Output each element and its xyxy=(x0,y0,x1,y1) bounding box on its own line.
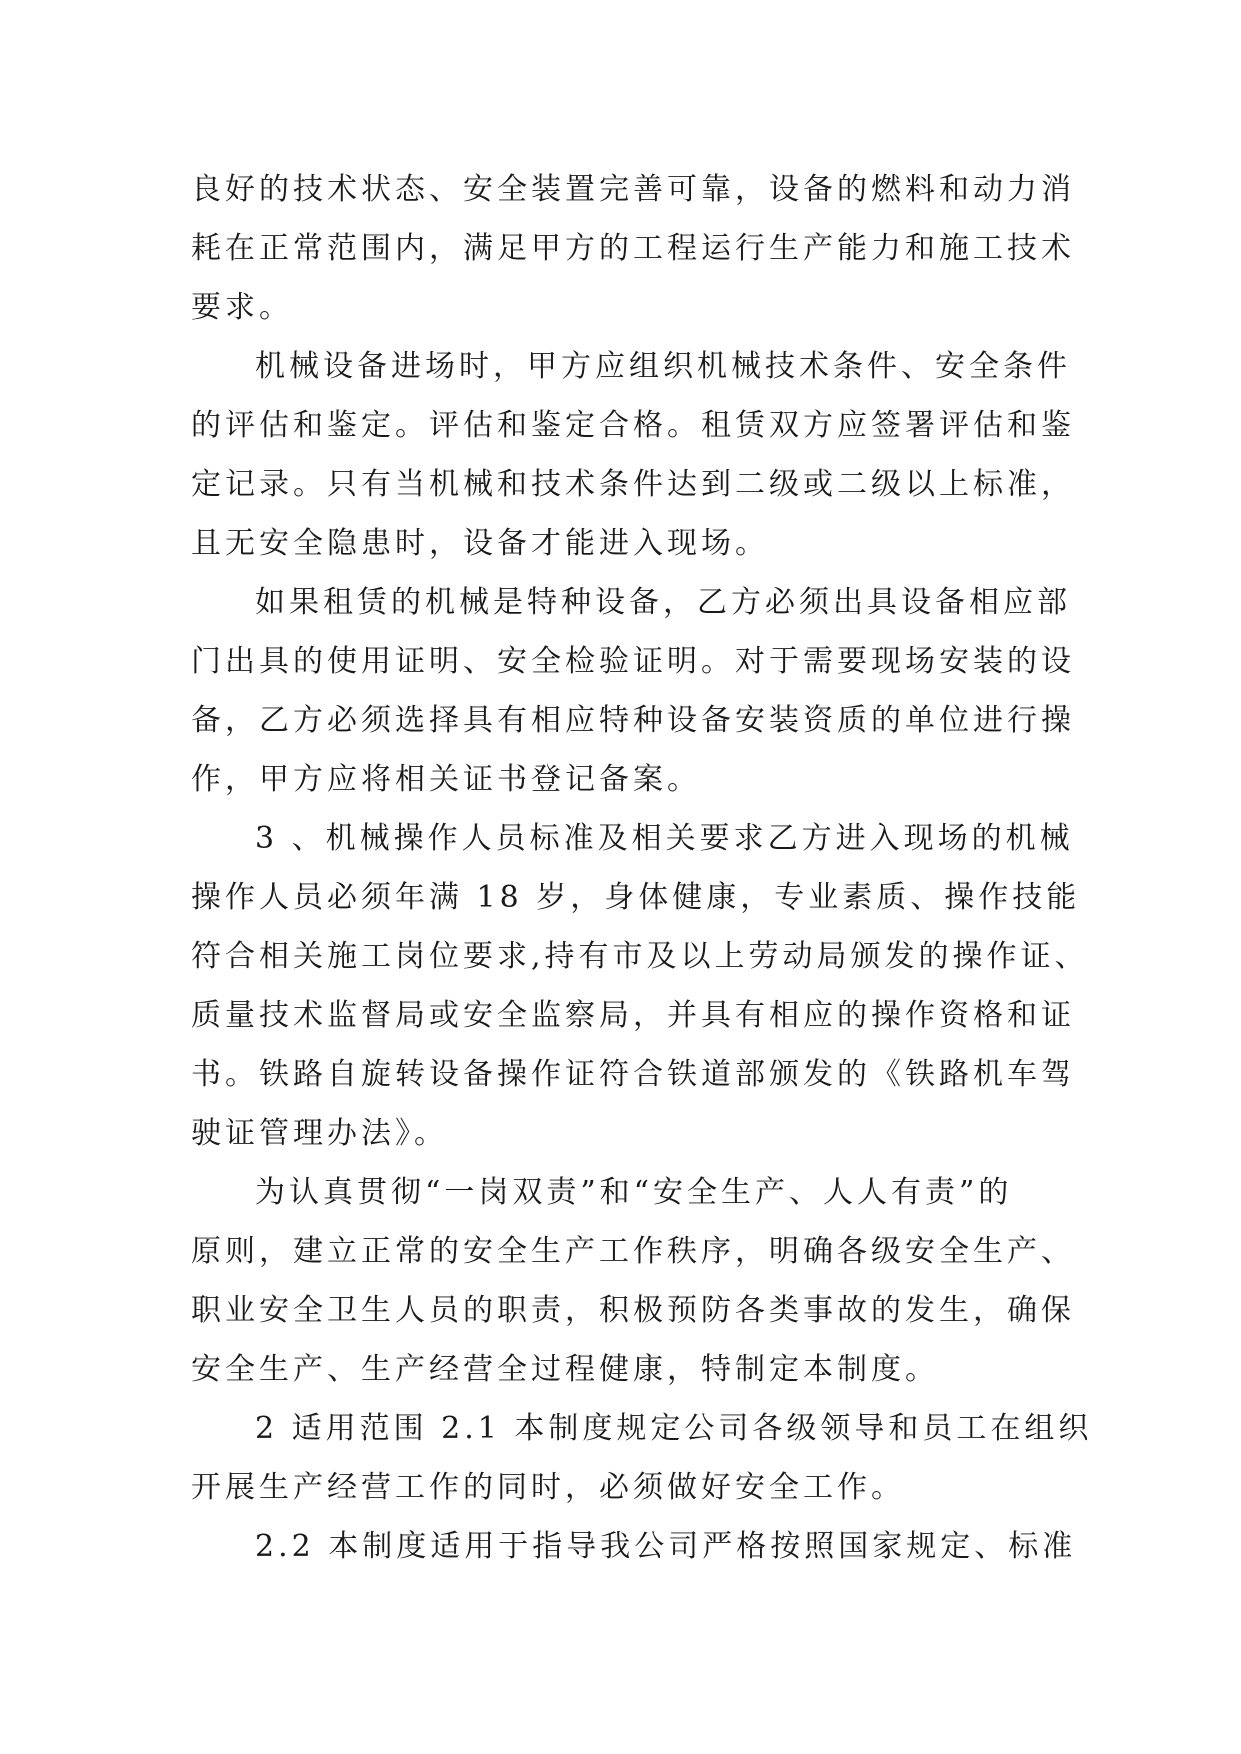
text-line: 开展生产经营工作的同时，必须做好安全工作。 xyxy=(191,1470,905,1505)
text-line: 书。铁路自旋转设备操作证符合铁道部颁发的《铁路机车驾 xyxy=(191,1057,1075,1092)
text-line: 2 适用范围 2.1 本制度规定公司各级领导和员工在组织 xyxy=(255,1411,1093,1446)
text-line: 质量技术监督局或安全监察局，并具有相应的操作资格和证 xyxy=(191,998,1075,1033)
text-line: 良好的技术状态、安全装置完善可靠，设备的燃料和动力消 xyxy=(191,172,1075,207)
text-line: 安全生产、生产经营全过程健康，特制定本制度。 xyxy=(191,1352,939,1387)
text-line: 3 、机械操作人员标准及相关要求乙方进入现场的机械 xyxy=(255,821,1074,856)
text-line: 的评估和鉴定。评估和鉴定合格。租赁双方应签署评估和鉴 xyxy=(191,408,1075,443)
text-line: 机械设备进场时，甲方应组织机械技术条件、安全条件 xyxy=(255,349,1071,384)
text-line: 耗在正常范围内，满足甲方的工程运行生产能力和施工技术 xyxy=(191,231,1075,266)
text-line: 操作人员必须年满 18 岁，身体健康，专业素质、操作技能 xyxy=(191,880,1081,915)
text-line: 驶证管理办法》。 xyxy=(191,1116,448,1151)
text-line: 门出具的使用证明、安全检验证明。对于需要现场安装的设 xyxy=(191,644,1075,679)
text-line: 且无安全隐患时，设备才能进入现场。 xyxy=(191,526,769,561)
text-line: 符合相关施工岗位要求,持有市及以上劳动局颁发的操作证、 xyxy=(191,939,1089,974)
text-line: 定记录。只有当机械和技术条件达到二级或二级以上标准， xyxy=(191,467,1075,502)
text-line: 备，乙方必须选择具有相应特种设备安装资质的单位进行操 xyxy=(191,703,1075,738)
text-line: 作，甲方应将相关证书登记备案。 xyxy=(191,762,701,797)
text-line: 要求。 xyxy=(191,290,293,325)
text-line: 2.2 本制度适用于指导我公司严格按照国家规定、标准 xyxy=(255,1529,1077,1564)
text-line: 原则，建立正常的安全生产工作秩序，明确各级安全生产、 xyxy=(191,1234,1075,1269)
text-line: 为认真贯彻“一岗双责”和“安全生产、人人有责”的 xyxy=(255,1175,1013,1210)
document-body xyxy=(191,160,1093,1576)
text-line: 职业安全卫生人员的职责，积极预防各类事故的发生，确保 xyxy=(191,1293,1075,1328)
text-line: 如果租赁的机械是特种设备，乙方必须出具设备相应部 xyxy=(255,585,1071,620)
